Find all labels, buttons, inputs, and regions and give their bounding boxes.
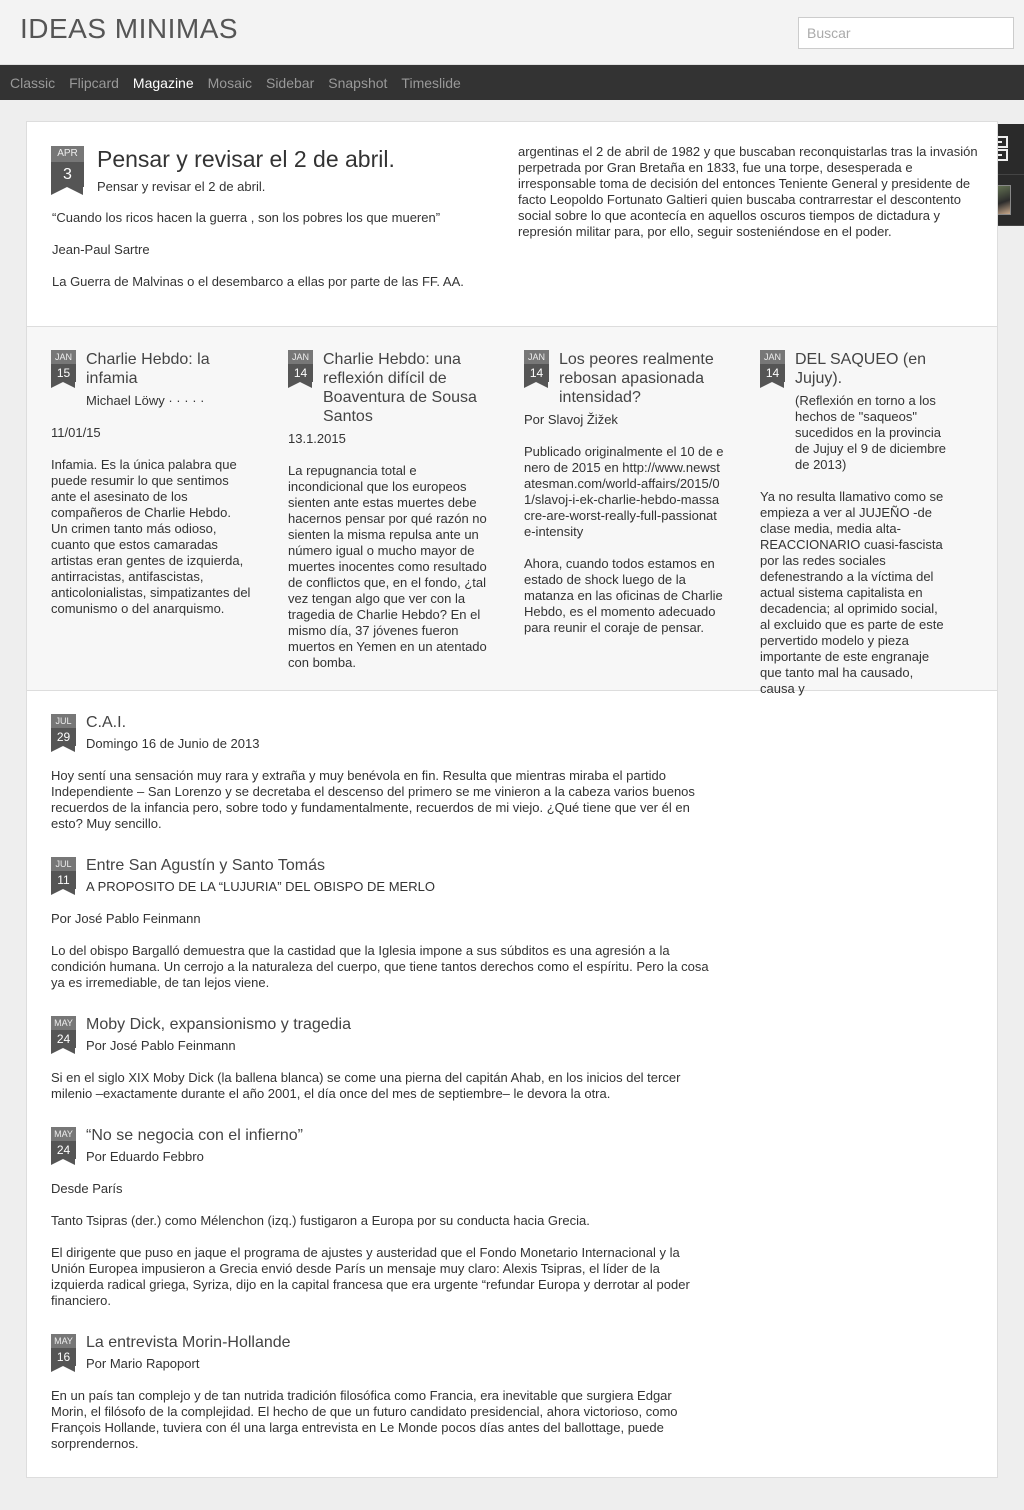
nav-item-mosaic[interactable]: Mosaic — [207, 74, 252, 91]
nav-item-snapshot[interactable]: Snapshot — [328, 74, 388, 91]
post-paragraph: La Guerra de Malvinas o el desembarco a ellas por parte de las FF. AA. — [52, 274, 464, 289]
post-subtitle: A PROPOSITO DE LA “LUJURIA” DEL OBISPO DE MERLO — [86, 879, 435, 894]
post-subtitle: Pensar y revisar el 2 de abril. — [97, 179, 266, 194]
post-body — [51, 1070, 711, 1118]
post-subtitle: Por Mario Rapoport — [86, 1356, 200, 1371]
post-subtitle: Por Eduardo Febbro — [86, 1149, 204, 1164]
date-day: 3 — [51, 162, 84, 187]
date-badge — [51, 714, 76, 752]
nav-item-magazine[interactable]: Magazine — [132, 74, 194, 91]
blog-title[interactable]: IDEAS MINIMAS — [20, 13, 239, 44]
date-badge — [288, 350, 313, 388]
card-paragraph: La repugnancia total e incondicional que los europeos sienten ante estas muertes debe hacernos pensar por qué razón no sienten la misma repulsa ante un número igual o mucho mayor de muertes inocentes como resultado de conflictos que, en el fondo, ¿tal vez tengan algo que ver con la tragedia de Charlie Hebdo? En el mismo día, 37 jóvenes fueron muertos en Yemen en un atentado con bomba. — [288, 463, 487, 670]
post-body — [51, 911, 711, 1007]
date-day: 16 — [51, 1348, 76, 1366]
post-card — [524, 350, 724, 660]
post-paragraph: Lo del obispo Bargalló demuestra que la castidad que la Iglesia impone a sus súbditos es una agresión a la condición humana. Un cerrojo a la naturaleza del cuerpo, que tiene tantos derechos como el espíritu. Pero la cosa ya es irremediable, de tan lejos viene. — [51, 943, 709, 990]
search-input[interactable] — [798, 17, 1014, 49]
post-paragraph: Hoy sentí una sensación muy rara y extraña y muy benévola en fin. Resulta que mientras miraba el partido Independiente – San Lorenzo y se decretaba el descenso del primero se me vinieron a la cabeza varios buenos recuerdos de la infancia pero, sobre todo y fundamentalmente, recuerdos de mi viejo. ¿Qué tiene que ver él en esto? Muy sencillo. — [51, 768, 695, 831]
date-month: JAN — [760, 350, 785, 364]
post-title[interactable]: Moby Dick, expansionismo y tragedia — [86, 1016, 352, 1033]
date-badge — [51, 146, 84, 195]
card-snippet — [288, 431, 488, 687]
card-byline: Michael Löwy · · · · · — [86, 393, 205, 408]
date-month: JAN — [288, 350, 313, 364]
date-badge — [51, 1016, 76, 1054]
post-card — [51, 350, 251, 660]
card-snippet — [51, 425, 251, 633]
date-badge — [760, 350, 785, 388]
post-body — [51, 1388, 711, 1468]
view-switcher-nav — [0, 65, 1024, 100]
post-title[interactable]: Entre San Agustín y Santo Tomás — [86, 857, 325, 874]
date-month: JUL — [51, 714, 76, 728]
date-month: JAN — [524, 350, 549, 364]
blog-header — [0, 0, 1024, 65]
date-day: 14 — [524, 364, 549, 382]
post-paragraph: Desde París — [51, 1181, 123, 1196]
date-day: 14 — [288, 364, 313, 382]
post-paragraph: Tanto Tsipras (der.) como Mélenchon (izq.) fustigaron a Europa por su conducta hacia Grecia. — [51, 1213, 590, 1228]
card-snippet — [524, 412, 724, 652]
post-paragraph: Por José Pablo Feinmann — [51, 911, 201, 926]
card-paragraph: Por Slavoj Žižek — [524, 412, 618, 427]
card-paragraph: Infamia. Es la única palabra que puede resumir lo que sentimos ante el asesinato de los compañeros de Charlie Hebdo. Un crimen tanto más odioso, cuanto que estos camaradas artistas eran gentes de izquierda, antirracistas, antifascistas, anticolonialistas, simpatizantes del comunismo o del anarquismo. — [51, 457, 251, 616]
date-month: MAY — [51, 1127, 76, 1141]
post-paragraph: El dirigente que puso en jaque el programa de ajustes y austeridad que el Fondo Monetario Internacional y la Unión Europea impusieron a Grecia envió desde París un mensaje muy claro: Alexis Tsipras, el líder de la izquierda radical griega, Syriza, dijo en la capital francesa que era urgente “refundar Europa y derrotar al poder financiero. — [51, 1245, 690, 1308]
date-day: 14 — [760, 364, 785, 382]
date-month: APR — [51, 146, 84, 162]
card-paragraph: Ahora, cuando todos estamos en estado de shock luego de la matanza en las oficinas de Charlie Hebdo, es el momento adecuado para reunir el coraje de pensar. — [524, 556, 723, 635]
card-paragraph: Publicado originalmente el 10 de enero de 2015 en http://www.newstatesman.com/world-affairs/2015/01/slavoj-i-ek-charlie-hebdo-massacre-are-worst-really-full-passionate-intensity — [524, 444, 724, 539]
date-day: 24 — [51, 1030, 76, 1048]
date-badge — [51, 1334, 76, 1372]
date-month: JAN — [51, 350, 76, 364]
nav-item-flipcard[interactable]: Flipcard — [69, 74, 119, 91]
card-title[interactable]: DEL SAQUEO (en Jujuy). — [795, 351, 927, 387]
date-day: 29 — [51, 728, 76, 746]
post-body — [51, 1181, 711, 1325]
card-paragraph: 13.1.2015 — [288, 431, 346, 446]
date-day: 11 — [51, 871, 76, 889]
post-title[interactable]: La entrevista Morin-Hollande — [86, 1334, 291, 1351]
post-title[interactable]: C.A.I. — [86, 714, 127, 731]
card-paragraph: (Reflexión en torno a los hechos de "saqueos" sucedidos en la provincia de Jujuy el 9 de diciembre de 2013) — [795, 393, 947, 472]
nav-item-classic[interactable]: Classic — [10, 74, 56, 91]
card-snippet — [760, 393, 950, 713]
card-title[interactable]: Charlie Hebdo: la infamia — [86, 351, 210, 387]
date-badge — [51, 1127, 76, 1165]
post-paragraph: Jean-Paul Sartre — [52, 242, 150, 257]
post-card — [760, 350, 960, 696]
date-day: 24 — [51, 1141, 76, 1159]
post-body-right: argentinas el 2 de abril de 1982 y que buscaban reconquistarlas tras la invasión perpetrada por Gran Bretaña en 1833, fue una torpe, desesperada e irresponsable toma de decisión del entonces Teniente General y presidente de facto Leopoldo Fortunato Galtieri quien buscaba contrarrestar el descontento social sobre lo que acontecía en aquellos oscuros tiempos de dictadura y represión militar para, por ello, seguir sosteniéndose en el poder. — [518, 144, 978, 239]
card-title[interactable]: Charlie Hebdo: una reflexión difícil de Boaventura de Sousa Santos — [323, 351, 477, 425]
recent-posts-grid — [27, 326, 997, 696]
post-subtitle: Por José Pablo Feinmann — [86, 1038, 236, 1053]
date-month: JUL — [51, 857, 76, 871]
date-badge — [51, 350, 76, 388]
date-day: 15 — [51, 364, 76, 382]
nav-item-timeslide[interactable]: Timeslide — [401, 74, 461, 91]
main-content — [26, 121, 998, 1478]
card-title[interactable]: Los peores realmente rebosan apasionada intensidad? — [559, 351, 714, 406]
post-subtitle: Domingo 16 de Junio de 2013 — [86, 736, 260, 751]
post-body — [51, 768, 711, 848]
date-month: MAY — [51, 1334, 76, 1348]
post-title[interactable]: “No se negocia con el infierno” — [86, 1127, 304, 1144]
post-paragraph: “Cuando los ricos hacen la guerra , son los pobres los que mueren” — [52, 210, 441, 225]
card-paragraph: Ya no resulta llamativo como se empieza a ver al JUJEÑO -de clase media, media alta- REACCIONARIO cuasi-fascista por las redes sociales defenestrando a la víctima del actual sistema capitalista en decadencia; al oprimido social, al excluido que es parte de este pervertido modelo y pieza importante de este engranaje que tanto mal ha causado, causa y — [760, 489, 944, 696]
date-month: MAY — [51, 1016, 76, 1030]
post-paragraph: En un país tan complejo y de tan nutrida tradición filosófica como Francia, era inevitable que surgiera Edgar Morin, el filósofo de la complejidad. El hecho de que un futuro candidato presidencial, ahora victorioso, como François Hollande, tuviera con él una larga entrevista en Le Monde pocos días antes del ballottage, puede sorprendernos. — [51, 1388, 678, 1451]
date-badge — [51, 857, 76, 895]
post-body-left — [52, 210, 492, 306]
date-badge — [524, 350, 549, 388]
post-title[interactable]: Pensar y revisar el 2 de abril. — [97, 146, 395, 172]
post-card — [288, 350, 488, 670]
nav-item-sidebar[interactable]: Sidebar — [265, 74, 315, 91]
post-paragraph: Si en el siglo XIX Moby Dick (la ballena blanca) se come una pierna del capitán Ahab, en los inicios del tercer milenio –exactamente durante el año 2001, el día once del mes de septiembre– le devora la otra. — [51, 1070, 681, 1101]
card-paragraph: 11/01/15 — [51, 425, 101, 440]
